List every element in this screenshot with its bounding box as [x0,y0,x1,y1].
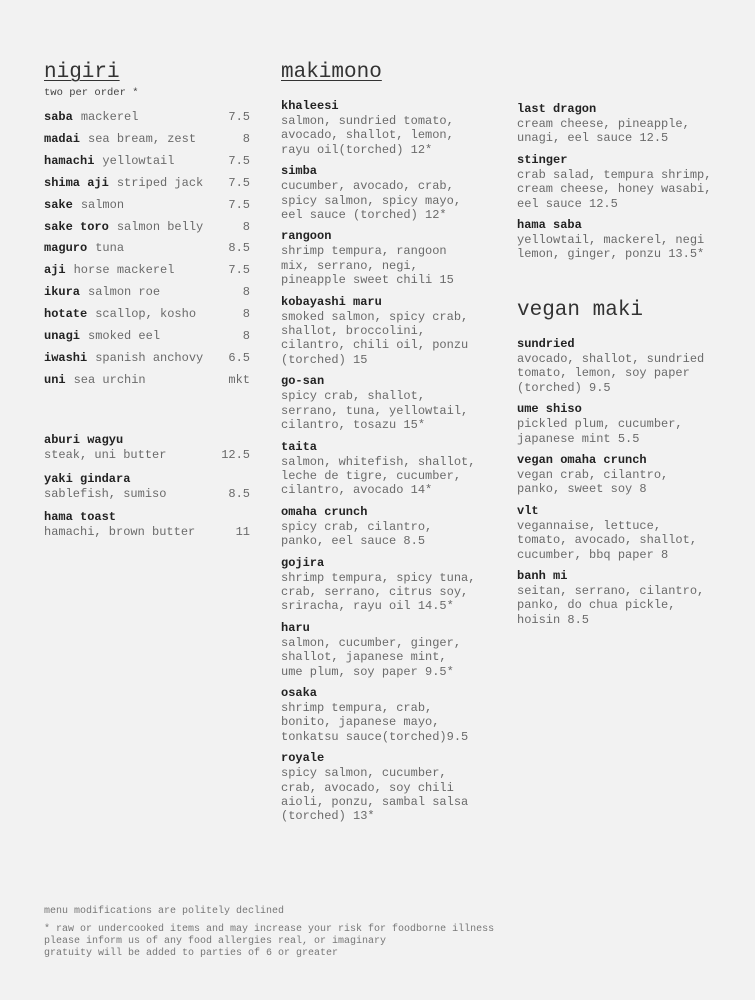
menu-item [281,621,493,679]
item-price: 7.5 [228,197,250,212]
item-price: 11 [235,525,250,539]
menu-item [44,433,250,463]
item-price: mkt [228,372,250,387]
menu-item [281,686,493,744]
item-name: hotate [44,307,88,322]
item-description: avocado, shallot, sundried tomato, lemon, soy paper (torched) 9.5 [517,352,705,395]
menu-item [44,326,250,348]
item-name: maguro [44,241,88,256]
item-name: uni [44,372,66,387]
item-description: mackerel [80,110,139,124]
item-description: salmon roe [88,285,161,300]
item-description: steak, uni butter [44,448,167,462]
item-name: hamachi [44,153,95,168]
item-description: shrimp tempura, rangoon mix, serrano, negi, pineapple sweet chili 15 [281,244,454,288]
aburi-list [44,433,250,540]
makimono-list-1 [281,99,493,824]
menu-item [44,151,250,173]
item-name: sundried [517,337,575,351]
menu-item [44,510,250,540]
item-name: last dragon [517,102,597,116]
menu-item [44,107,250,129]
menu-item [517,337,729,395]
item-name: khaleesi [281,99,339,113]
item-name: gojira [281,555,325,570]
vegan-section [517,300,729,634]
item-description: tuna [95,241,125,256]
item-price: 8 [242,219,250,234]
menu-item [281,295,493,368]
item-description: smoked eel [88,329,161,344]
footer-line: * raw or undercooked items and may increase your risk for foodborne illness [44,924,495,935]
item-name: aburi wagyu [44,433,124,447]
item-price: 8 [242,307,250,322]
item-name: iwashi [44,350,88,365]
vegan-title: vegan maki [517,299,644,322]
item-price: 7.5 [228,153,250,168]
menu-item [44,217,250,239]
makimono-section-continued [517,102,729,269]
item-price: 8 [242,131,250,146]
item-description: sea bream, zest [88,131,197,146]
menu-item [44,472,250,502]
item-detail [44,525,250,540]
item-description: spicy crab, shallot, serrano, tuna, yellowtail, cilantro, tosazu 15* [281,389,469,433]
item-price: 8 [242,285,250,300]
item-name: banh mi [517,569,568,584]
menu-item [517,153,729,211]
item-price: 7.5 [228,263,250,278]
footer [44,906,494,960]
item-name: vlt [517,503,539,518]
footer-line: please inform us of any food allergies real, or imaginary [44,936,387,947]
makimono-title: makimono [281,61,382,84]
item-name: hama toast [44,510,117,524]
makimono-list-2 [517,102,729,262]
menu-item [281,374,493,432]
item-description: cucumber, avocado, crab, spicy salmon, spicy mayo, eel sauce (torched) 12* [281,179,462,223]
item-description: salmon, whitefish, shallot, leche de tigre, cucumber, cilantro, avocado 14* [281,454,476,498]
item-name: aji [44,263,66,278]
menu-item [281,164,493,222]
menu-item [44,348,250,370]
vegan-list [517,337,729,627]
menu-item [44,260,250,282]
menu-item [281,505,493,549]
menu-item [44,195,250,217]
item-price: 6.5 [228,350,250,365]
item-description: scallop, kosho [95,307,197,322]
item-description: yellowtail [102,153,175,168]
nigiri-title: nigiri [44,61,120,84]
item-name: saba [44,110,73,124]
item-name: ikura [44,285,81,300]
menu-item [517,453,729,497]
item-name: simba [281,164,318,179]
item-name: ume shiso [517,402,582,417]
item-description: seitan, serrano, cilantro, panko, do chua pickle, hoisin 8.5 [517,584,705,627]
menu-item [517,504,729,562]
aburi-section [44,433,250,549]
item-description: cream cheese, pineapple, unagi, eel sauce 12.5 [517,117,690,146]
makimono-section [281,62,493,831]
menu-item [44,304,250,326]
menu-item [281,751,493,824]
nigiri-subtitle: two per order * [44,87,139,99]
item-name: go-san [281,374,325,389]
item-name: taita [281,439,318,454]
item-description: striped jack [116,175,204,190]
item-detail [44,448,250,463]
item-description: sea urchin [73,372,146,387]
menu-item [281,99,493,157]
menu-item [517,218,729,262]
item-name: omaha crunch [281,504,368,519]
item-name: kobayashi maru [281,294,382,309]
item-description: hamachi, brown butter [44,525,196,539]
menu-item [281,440,493,498]
item-description: salmon belly [116,219,204,234]
item-name: yaki gindara [44,471,131,486]
menu-item [517,569,729,627]
item-name: vegan omaha crunch [517,453,647,468]
item-name: haru [281,620,310,635]
item-detail [44,487,250,502]
item-description: salmon, sundried tomato, avocado, shallot, lemon, rayu oil(torched) 12* [281,114,454,157]
item-price: 8 [242,329,250,344]
item-name: hama saba [517,218,582,233]
menu-item [44,370,250,392]
item-name: sake toro [44,219,109,234]
item-name: unagi [44,329,81,344]
item-name: osaka [281,685,318,700]
item-price: 7.5 [228,175,250,190]
item-description: horse mackerel [73,263,175,278]
item-name: madai [44,131,81,146]
item-name: royale [281,751,325,766]
item-name: sake [44,197,73,212]
item-price: 8.5 [228,241,250,256]
item-name: rangoon [281,229,332,244]
menu-item [281,229,493,287]
item-description: salmon [80,197,125,212]
menu-item [44,173,250,195]
item-description: crab salad, tempura shrimp, cream cheese, honey wasabi, eel sauce 12.5 [517,167,712,211]
item-description: yellowtail, mackerel, negi lemon, ginger, ponzu 13.5* [517,233,705,262]
item-price: 12.5 [221,448,250,462]
footer-line: gratuity will be added to parties of 6 or greater [44,948,339,959]
item-description: vegannaise, lettuce, tomato, avocado, shallot, cucumber, bbq paper 8 [517,518,698,562]
menu-item [517,402,729,446]
item-description: smoked salmon, spicy crab, shallot, broccolini, cilantro, chili oil, ponzu (torched) 15 [281,309,469,367]
item-description: vegan crab, cilantro, panko, sweet soy 8 [517,468,669,497]
item-description: shrimp tempura, crab, bonito, japanese mayo, tonkatsu sauce(torched)9.5 [281,700,469,744]
nigiri-list [44,107,250,392]
menu-item [44,282,250,304]
item-description: spicy salmon, cucumber, crab, avocado, soy chili aioli, ponzu, sambal salsa (torched) 13* [281,766,469,824]
item-description: pickled plum, cucumber, japanese mint 5.5 [517,417,683,446]
item-description: sablefish, sumiso [44,486,167,501]
item-description: shrimp tempura, spicy tuna, crab, serrano, citrus soy, sriracha, rayu oil 14.5* [281,570,476,614]
item-description: spanish anchovy [95,350,204,365]
menu-item [281,556,493,614]
menu-item [517,102,729,146]
item-name: shima aji [44,175,109,190]
menu-item [44,238,250,260]
footer-note: menu modifications are politely declined [44,906,285,917]
item-price: 7.5 [228,110,250,124]
nigiri-section [44,62,250,392]
menu-item [44,129,250,151]
item-description: spicy crab, cilantro, panko, eel sauce 8.5 [281,519,433,549]
item-price: 8.5 [228,486,250,501]
item-description: salmon, cucumber, ginger, shallot, japanese mint, ume plum, soy paper 9.5* [281,635,462,679]
item-name: stinger [517,152,568,167]
